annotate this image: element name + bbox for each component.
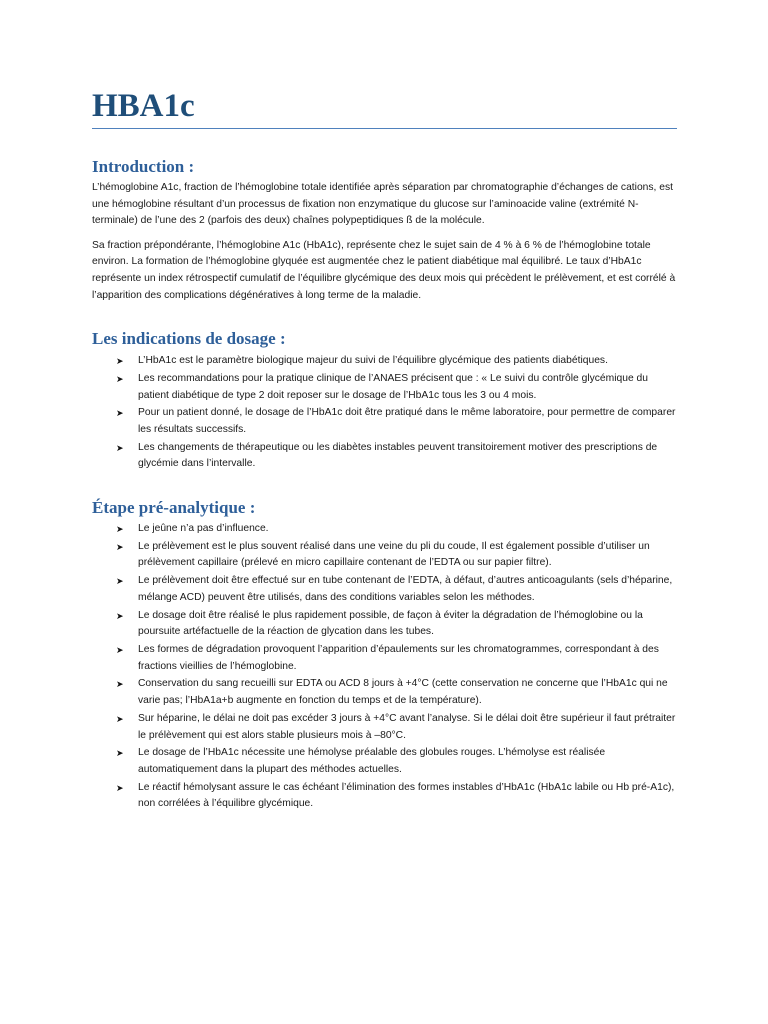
list-item bbox=[92, 676, 678, 709]
list-item bbox=[92, 405, 678, 438]
preanalytic-list bbox=[92, 521, 678, 813]
arrow-bullet-icon: ➤ bbox=[116, 713, 124, 724]
list-item bbox=[92, 440, 678, 473]
arrow-bullet-icon: ➤ bbox=[116, 782, 124, 793]
introduction-heading: Introduction : bbox=[92, 157, 195, 176]
arrow-bullet-icon: ➤ bbox=[116, 645, 124, 655]
document-title: HBA1c bbox=[92, 88, 195, 124]
list-item-text: Les formes de dégradation provoquent l’apparition d’épaulements sur les chromatogrammes, correspondant à des fractions vieillies de l’hémoglobine. bbox=[138, 644, 659, 672]
list-item-text: Le prélèvement est le plus souvent réalisé dans une veine du pli du coude, Il est également possible d’utiliser un prélèvement capillaire (prélevé en micro capillaire contenant de l’EDTA ou sur papier filtre). bbox=[138, 540, 650, 569]
preanalytic-heading: Étape pré-analytique : bbox=[92, 498, 256, 518]
list-item bbox=[92, 521, 678, 538]
list-item bbox=[92, 608, 678, 641]
arrow-bullet-icon: ➤ bbox=[116, 679, 124, 690]
list-item-text: Le dosage de l’HbA1c nécessite une hémolyse préalable des globules rouges. L’hémolyse est réalisée automatiquement dans la plupart des méthodes actuelles. bbox=[138, 747, 606, 775]
arrow-bullet-icon: ➤ bbox=[116, 373, 124, 384]
arrow-bullet-icon: ➤ bbox=[116, 576, 124, 587]
arrow-bullet-icon: ➤ bbox=[116, 356, 124, 367]
introduction-paragraph-2: Sa fraction prépondérante, l’hémoglobine A1c (HbA1c), représente chez le sujet sain de 4 % à 6 % de l’hémoglobine totale environ. La formation de l’hémoglobine glyquée est augmentée chez le patient diabétique mal équilibré. Le taux d’HbA1c représente un index rétrospectif cumulatif de l’équilibre glycémique des deux mois qui précèdent le prélèvement, et est corrélé à l’apparition des complications dégénératives à long terme de la maladie. bbox=[92, 239, 676, 301]
list-item bbox=[92, 353, 678, 370]
indications-heading: Les indications de dosage : bbox=[92, 329, 286, 349]
arrow-bullet-icon: ➤ bbox=[116, 748, 124, 759]
list-item bbox=[92, 371, 678, 404]
list-item-text: Sur héparine, le délai ne doit pas excéder 3 jours à +4°C avant l’analyse. Si le délai doit être supérieur il faut prétraiter le prélèvement qui est alors stable plusieurs mois à –80°C. bbox=[138, 712, 676, 741]
list-item bbox=[92, 780, 678, 813]
list-item bbox=[92, 573, 678, 606]
document-page bbox=[92, 86, 678, 813]
list-item bbox=[92, 711, 678, 744]
arrow-bullet-icon: ➤ bbox=[116, 408, 124, 419]
arrow-bullet-icon: ➤ bbox=[116, 541, 124, 552]
list-item-text: Les changements de thérapeutique ou les diabètes instables peuvent transitoirement motiver des prescriptions de glycémie dans l’intervalle. bbox=[138, 441, 658, 470]
list-item bbox=[92, 642, 678, 675]
list-item bbox=[92, 539, 678, 572]
arrow-bullet-icon: ➤ bbox=[116, 610, 124, 621]
list-item-text: Pour un patient donné, le dosage de l’HbA1c doit être pratiqué dans le même laboratoire, pour permettre de comparer les résultats successifs. bbox=[138, 407, 676, 435]
list-item-text: Le prélèvement doit être effectué sur en tube contenant de l’EDTA, à défaut, d’autres anticoagulants (sels d’héparine, mélange ACD) peuvent être utilisés, dans des conditions variables selon les méthodes. bbox=[138, 575, 673, 603]
arrow-bullet-icon: ➤ bbox=[116, 524, 124, 535]
indications-list bbox=[92, 353, 678, 473]
list-item-text: Le réactif hémolysant assure le cas échéant l’élimination des formes instables d’HbA1c (HbA1c labile ou Hb pré-A1c), non corrélées à l’équilibre glycémique. bbox=[138, 781, 675, 810]
arrow-bullet-icon: ➤ bbox=[116, 442, 124, 453]
list-item-text: Conservation du sang recueilli sur EDTA ou ACD 8 jours à +4°C (cette conservation ne concerne que l’HbA1c qui ne varie pas; l’HbA1a+b augmente en fonction du temps et de la température). bbox=[138, 678, 668, 707]
introduction-paragraph-1: L’hémoglobine A1c, fraction de l’hémoglobine totale identifiée après séparation par chromatographie d’échanges de cations, est une hémoglobine résultant d’un processus de fixation non enzymatique du glucose sur l’aminoacide valine (extrémité N-terminale) de l’une des 2 (parfois des deux) chaînes polypeptidiques ß de la molécule. bbox=[92, 182, 674, 227]
title-divider bbox=[92, 128, 677, 129]
list-item-text: Les recommandations pour la pratique clinique de l’ANAES précisent que : « Le suivi du contrôle glycémique du patient diabétique de type 2 doit reposer sur le dosage de l’HbA1c tous les 3 ou 4 mois. bbox=[138, 372, 648, 401]
list-item-text: L’HbA1c est le paramètre biologique majeur du suivi de l’équilibre glycémique des patients diabétiques. bbox=[138, 355, 608, 367]
list-item-text: Le jeûne n’a pas d’influence. bbox=[138, 523, 269, 535]
list-item-text: Le dosage doit être réalisé le plus rapidement possible, de façon à éviter la dégradation de l’hémoglobine ou la poursuite artéfactuelle de la réaction de glycation dans les tubes. bbox=[138, 609, 643, 638]
list-item bbox=[92, 745, 678, 778]
